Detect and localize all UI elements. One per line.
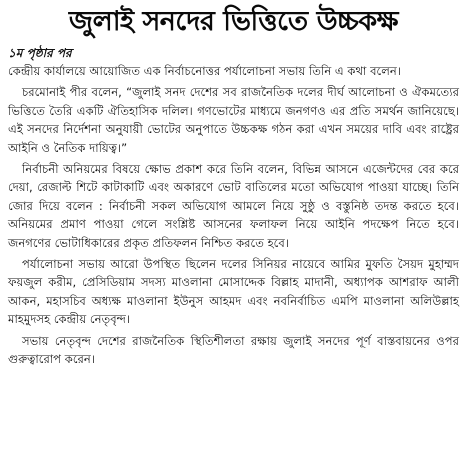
article-paragraph: নির্বাচনী অনিয়মের বিষয়ে ক্ষোভ প্রকাশ করে তিনি বলেন, বিভিন্ন আসনে এজেন্টদের বের করে দেয়া, রেজাল্ট শিটে কাটাকাটি এবং অকারণে ভোট বাতিলের মতো অভিযোগ পাওয়া যাচ্ছে। তিনি জোর দিয়ে বলেন : নির্বাচনী সকল অভিযোগ আমলে নিয়ে সুষ্ঠু ও বস্তুনিষ্ঠ তদন্ত করতে হবে। অনিয়মের প্রমাণ পাওয়া গেলে সংশ্লিষ্ট আসনের ফলাফল নিয়ে আইনি পদক্ষেপ নিতে হবে। জনগণের ভোটাধিকারের প্রকৃত প্রতিফলন নিশ্চিত করতে হবে। (8, 162, 459, 250)
article-headline: জুলাই সনদের ভিত্তিতে উচ্চকক্ষ (68, 6, 399, 37)
article-body (8, 62, 459, 369)
continued-from-page-label: ১ম পৃষ্ঠার পর (8, 46, 72, 60)
article-paragraph: চরমোনাই পীর বলেন, “জুলাই সনদ দেশের সব রাজনৈতিক দলের দীর্ঘ আলোচনা ও ঐকমত্যের ভিত্তিতে তৈরি একটি ঐতিহাসিক দলিল। গণভোটের মাধ্যমে জনগণও এর প্রতি সমর্থন জানিয়েছে। এই সনদের নির্দেশনা অনুযায়ী ভোটের অনুপাতে উচ্চকক্ষ গঠন করা এখন সময়ের দাবি এবং রাষ্ট্রের আইনি ও নৈতিক দায়িত্ব।” (8, 85, 459, 155)
article-paragraph: পর্যালোচনা সভায় আরো উপস্থিত ছিলেন দলের সিনিয়র নায়েবে আমির মুফতি সৈয়দ মুহাম্মদ ফয়জুল করীম, প্রেসিডিয়াম সদস্য মাওলানা মোসাদ্দেক বিল্লাহ মাদানী, অধ্যাপক আশরাফ আলী আকন, মহাসচিব অধ্যক্ষ মাওলানা ইউনুস আহমদ এবং নবনির্বাচিত এমপি মাওলানা অলিউল্লাহ মাহমুদসহ কেন্দ্রীয় নেতৃবৃন্দ। (8, 257, 459, 327)
article-paragraph: কেন্দ্রীয় কার্যালয়ে আয়োজিত এক নির্বাচনোত্তর পর্যালোচনা সভায় তিনি এ কথা বলেন। (8, 64, 401, 78)
article-paragraph: সভায় নেতৃবৃন্দ দেশের রাজনৈতিক স্থিতিশীলতা রক্ষায় জুলাই সনদের পূর্ণ বাস্তবায়নের ওপর গুরুত্বারোপ করেন। (8, 333, 459, 367)
